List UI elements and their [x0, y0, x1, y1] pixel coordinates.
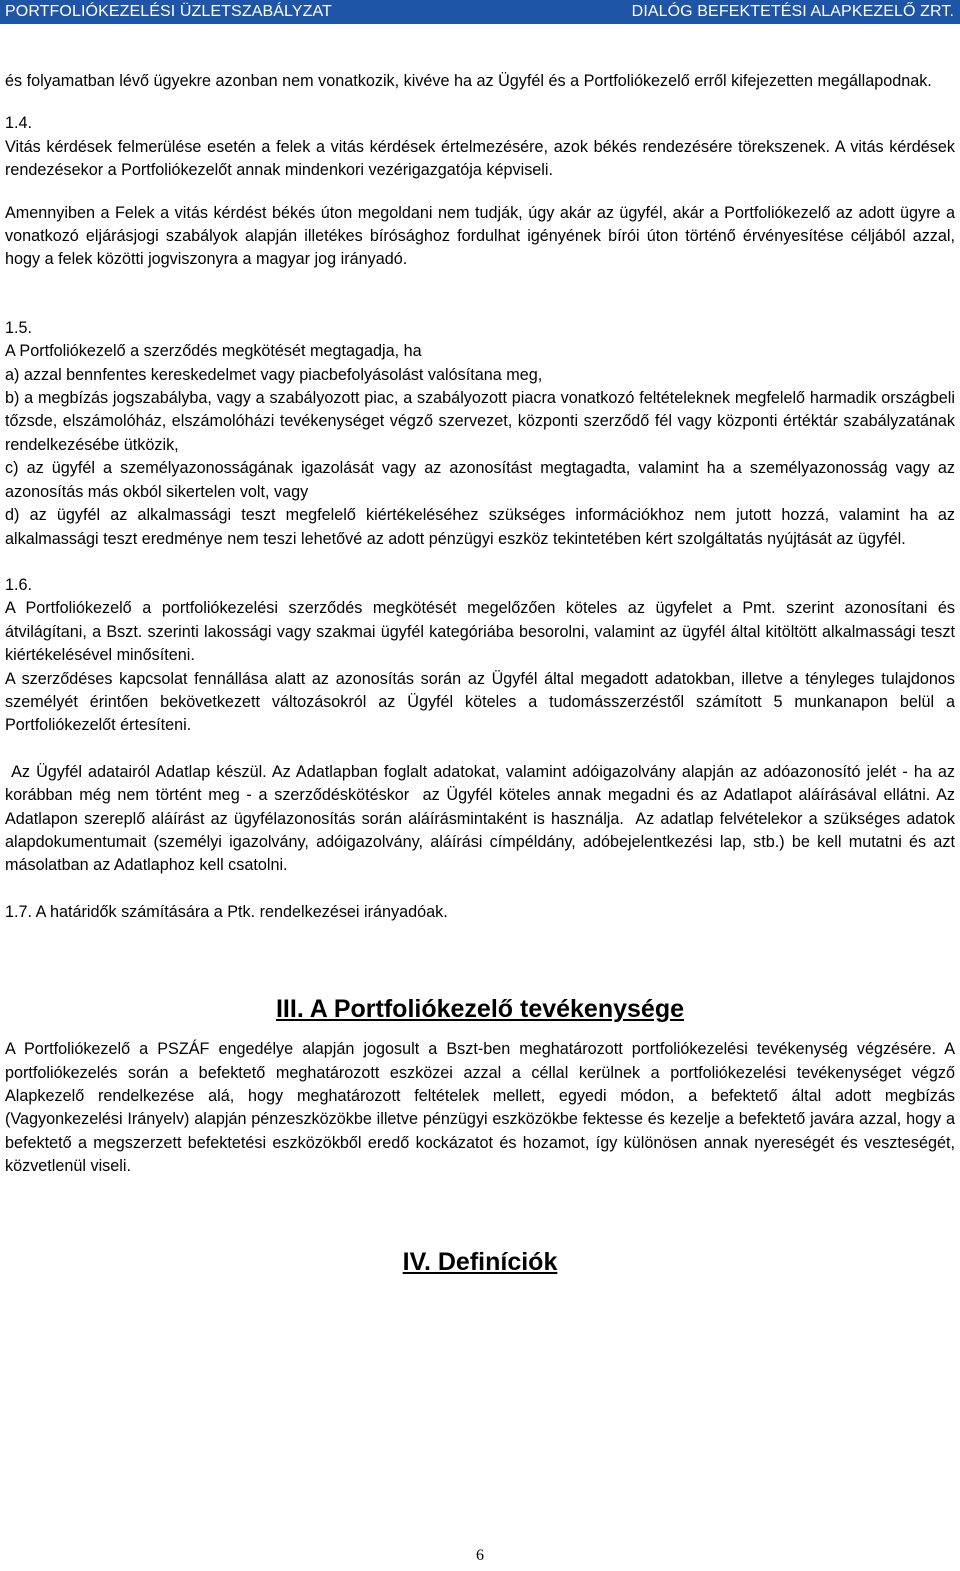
section-1-7: 1.7. A határidők számítására a Ptk. rendelkezései irányadóak.: [5, 902, 448, 921]
section-1-5-number: 1.5.: [5, 318, 33, 337]
section-1-4-paragraph-1: Vitás kérdések felmerülése esetén a felek a vitás kérdések értelmezésére, azok békés rendezésére törekszenek. A vitás kérdések rendezésekor a Portfoliókezelőt annak mindenkori vezérigazgatója képviseli.: [5, 137, 955, 180]
intro-paragraph: és folyamatban lévő ügyekre azonban nem vonatkozik, kivéve ha az Ügyfél és a Portfoliókezelő erről kifejezetten megállapodnak.: [5, 72, 932, 90]
section-1-4-paragraph-2: Amennyiben a Felek a vitás kérdést békés úton megoldani nem tudják, úgy akár az ügyfél, akár a Portfoliókezelő az adott ügyre a vonatkozó eljárásjogi szabályok alapján illetékes bírósághoz fordulhat igényének bírói úton történő érvényesítése céljából azzal, hogy a felek közötti jogviszonyra a magyar jog irányadó.: [5, 203, 955, 269]
chapter-4-heading: IV. Definíciók: [402, 1247, 558, 1276]
page-number: 6: [476, 1547, 484, 1564]
page-content: [5, 70, 960, 1277]
section-1-4-number: 1.4.: [5, 114, 33, 133]
section-1-6-paragraph-3: Az Ügyfél adatairól Adatlap készül. Az Adatlapban foglalt adatokat, valamint adóigazolvány alapján az adóazonosító jelét - ha az korábban még nem történt meg - a szerződéskötéskor az Ügyfél köteles annak megadni és az Adatlapot aláírásával ellátni. Az Adatlapon szereplő aláírást az ügyfélazonosítás során aláírásmintaként is használja. Az adatlap felvételekor a szükséges adatok alapdokumentumait (személyi igazolvány, adóigazolvány, aláírási címpéldány, adóbejelentkezési lap, stb.) be kell mutatni és azt másolatban az Adatlaphoz kell csatolni.: [5, 762, 960, 875]
chapter-3-heading: III. A Portfoliókezelő tevékenysége: [275, 995, 684, 1024]
section-1-5-item-a: a) azzal bennfentes kereskedelmet vagy piacbefolyásolást valósítana meg,: [5, 365, 543, 384]
section-1-6-paragraph-2: A szerződéses kapcsolat fennállása alatt az azonosítás során az Ügyfél által megadott adatokban, illetve a tényleges tulajdonos személyét érintően bekövetkezett változásokról az Ügyfél köteles a tudomásszerzéstől számított 5 munkanapon belül a Portfoliókezelőt értesíteni.: [5, 669, 955, 735]
chapter-3-paragraph: A Portfoliókezelő a PSZÁF engedélye alapján jogosult a Bszt-ben meghatározott portfoliókezelési tevékenység végzésére. A portfoliókezelés során a befektető meghatározott eszközei azzal a céllal kerülnek a portfoliókezelési tevékenységet végző Alapkezelő rendelkezése alá, hogy meghatározott feltételek mellett, egyedi módon, a befektető által adott megbízás (Vagyonkezelési Irányelv) alapján pénzeszközökbe illetve pénzügyi eszközökbe fektesse és kezelje a befektető javára azzal, hogy a befektető a megszerzett befektetési eszközökből eredő kockázatot és hozamot, így különösen annak nyereségét és veszteségét, közvetlenül viseli.: [5, 1040, 955, 1176]
running-header: [0, 0, 960, 24]
section-1-5-intro: A Portfoliókezelő a szerződés megkötését megtagadja, ha: [5, 342, 422, 361]
section-1-5-item-b: b) a megbízás jogszabályba, vagy a szabályozott piac, a szabályozott piacra vonatkozó feltételeknek megfelelő harmadik országbeli tőzsde, elszámolóház, elszámolóházi tevékenységet végző szervezet, központi szerződő fél vagy központi értéktár szabályzatának rendelkezésébe ütközik,: [5, 389, 955, 454]
section-1-5-item-d: d) az ügyfél az alkalmassági teszt megfelelő kiértékeléséhez szükséges információkhoz nem jutott hozzá, valamint ha az alkalmassági teszt eredménye nem teszi lehetővé az adott pénzügyi eszköz tekintetében kért szolgáltatás nyújtását az ügyfél.: [5, 506, 955, 548]
header-title: PORTFOLIÓKEZELÉSI ÜZLETSZABÁLYZAT: [5, 3, 332, 20]
section-1-5-item-c: c) az ügyfél a személyazonosságának igazolását vagy az azonosítást megtagadta, valamint ha a személyazonosság vagy az azonosítás más okból sikertelen volt, vagy: [5, 459, 955, 501]
header-company: DIALÓG BEFEKTETÉSI ALAPKEZELŐ ZRT.: [631, 3, 954, 20]
section-1-6-paragraph-1: A Portfoliókezelő a portfoliókezelési szerződés megkötését megelőzően köteles az ügyfelet a Pmt. szerint azonosítani és átvilágítani, a Bszt. szerinti lakossági vagy szakmai ügyfél kategóriába besorolni, valamint az ügyfél által kitöltött alkalmassági teszt kiértékelésével minősíteni.: [5, 599, 955, 665]
section-1-6-number: 1.6.: [5, 575, 33, 594]
